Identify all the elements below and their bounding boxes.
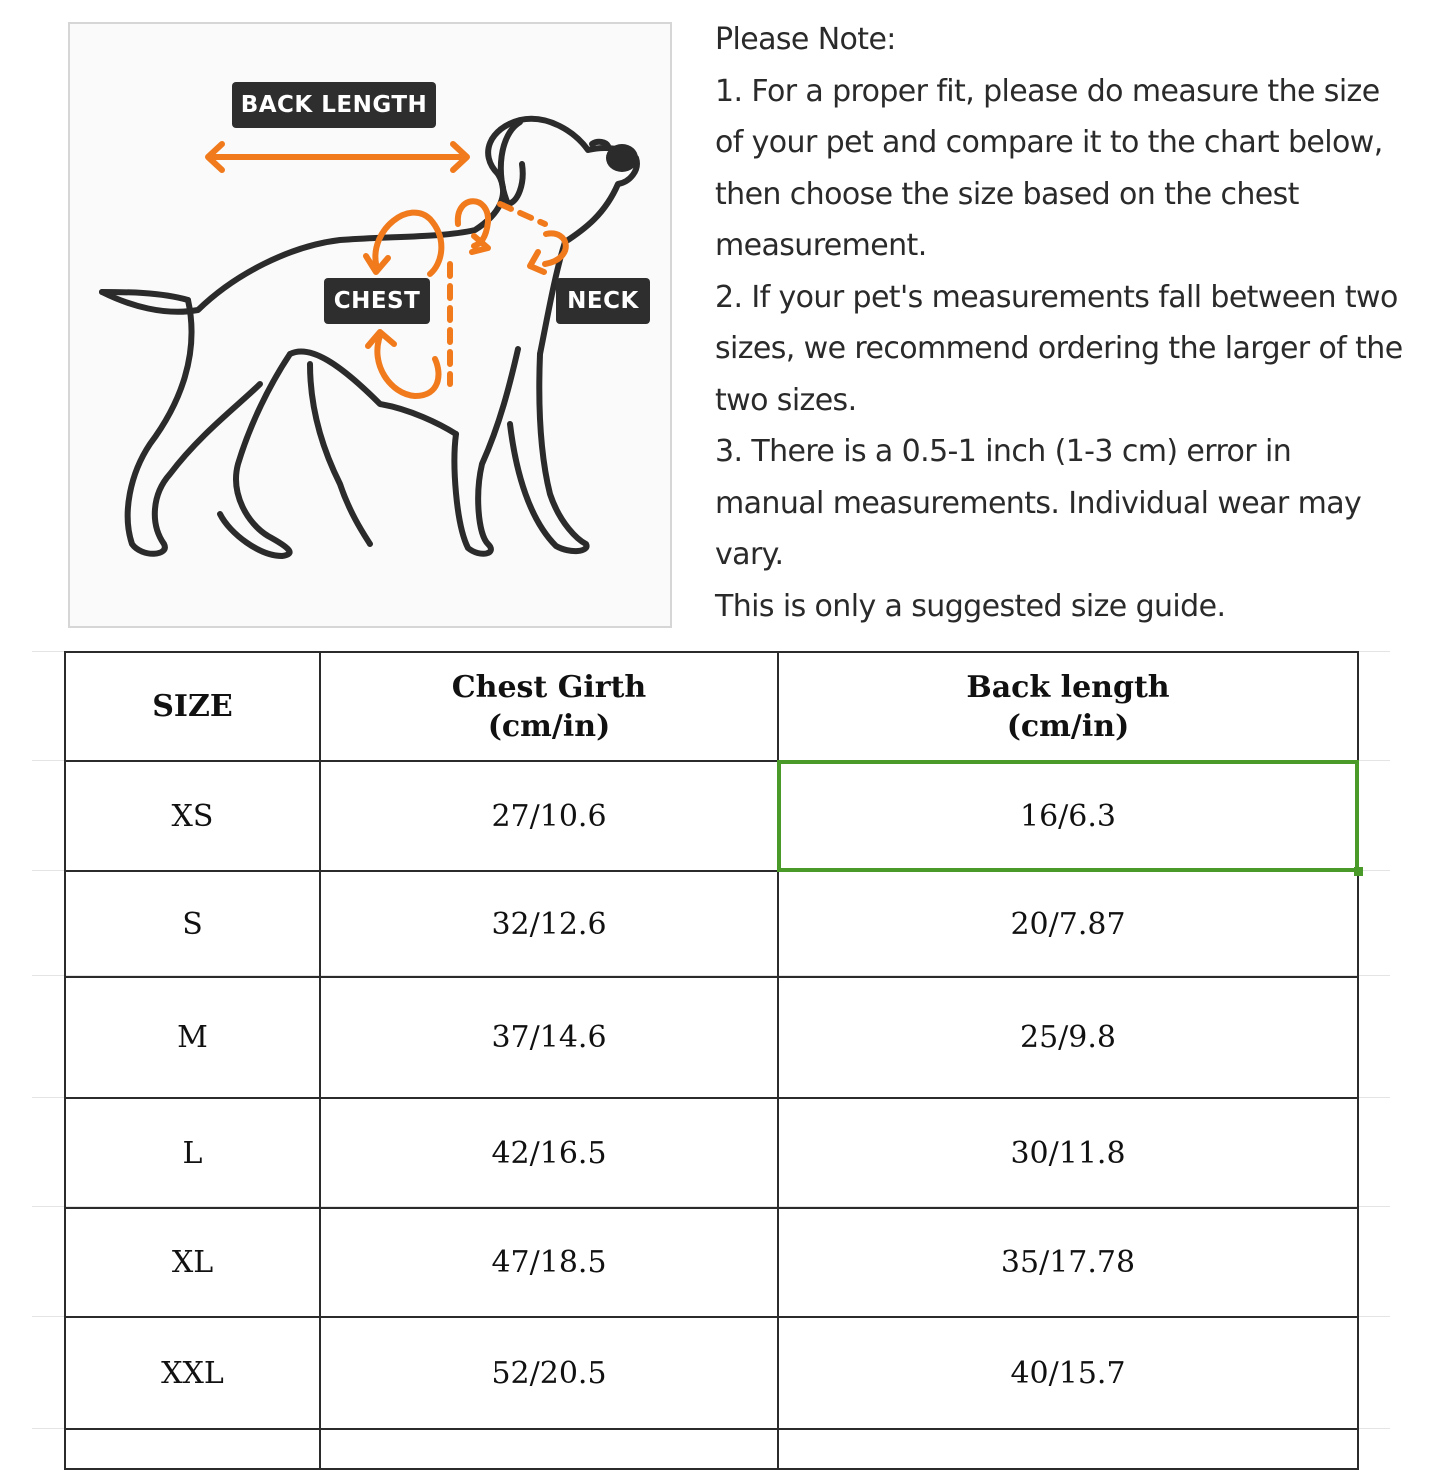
size-cell[interactable]: XXL (65, 1317, 320, 1429)
note-item-2: 2. If your pet's measurements fall between two sizes, we recommend ordering the larger of the two sizes. (715, 279, 1403, 418)
size-cell[interactable]: S (65, 871, 320, 977)
header-back-length[interactable] (778, 652, 1358, 761)
header-back-unit: (cm/in) (1006, 708, 1130, 744)
dog-silhouette (102, 119, 637, 556)
note-item-1: 1. For a proper fit, please do measure the size of your pet and compare it to the chart below, then choose the size based on the chest measurement. (715, 73, 1383, 263)
chest-cell[interactable]: 52/20.5 (320, 1317, 778, 1429)
size-cell[interactable]: M (65, 977, 320, 1098)
chest-tag: CHEST (324, 278, 430, 324)
note-item-3: 3. There is a 0.5-1 inch (1-3 cm) error in manual measurements. Individual wear may vary. (715, 434, 1362, 572)
table-row (65, 761, 1358, 871)
header-chest-girth[interactable] (320, 652, 778, 761)
chest-cell[interactable]: 47/18.5 (320, 1208, 778, 1317)
table-row (65, 871, 1358, 977)
header-back-label: Back length (966, 669, 1170, 705)
size-note (715, 14, 1405, 632)
note-footer: This is only a suggested size guide. (715, 588, 1226, 624)
back-cell[interactable]: 20/7.87 (778, 871, 1358, 977)
chest-cell[interactable]: 37/14.6 (320, 977, 778, 1098)
table-header-row (65, 652, 1358, 761)
size-cell[interactable]: XL (65, 1208, 320, 1317)
table-row (65, 1208, 1358, 1317)
chest-cell[interactable]: 32/12.6 (320, 871, 778, 977)
header-chest-unit: (cm/in) (487, 708, 611, 744)
chest-loop-bottom (377, 336, 438, 396)
note-heading: Please Note: (715, 22, 896, 57)
table-row (65, 1317, 1358, 1429)
header-size[interactable]: SIZE (65, 652, 320, 761)
table-row-partial (65, 1429, 1358, 1469)
size-cell[interactable]: L (65, 1098, 320, 1208)
empty-cell[interactable] (320, 1429, 778, 1469)
chest-cell[interactable]: 42/16.5 (320, 1098, 778, 1208)
neck-dashed-line (500, 204, 545, 224)
chest-cell[interactable]: 27/10.6 (320, 761, 778, 871)
back-cell[interactable]: 35/17.78 (778, 1208, 1358, 1317)
size-chart-table (64, 651, 1359, 1470)
back-cell-selected[interactable]: 16/6.3 (778, 761, 1358, 871)
size-cell[interactable]: XS (65, 761, 320, 871)
back-cell[interactable]: 30/11.8 (778, 1098, 1358, 1208)
back-cell[interactable]: 40/15.7 (778, 1317, 1358, 1429)
empty-cell[interactable] (778, 1429, 1358, 1469)
measurement-arrows (208, 144, 566, 396)
back-length-tag: BACK LENGTH (232, 82, 436, 128)
back-cell[interactable]: 25/9.8 (778, 977, 1358, 1098)
table-row (65, 977, 1358, 1098)
header-chest-label: Chest Girth (451, 669, 647, 705)
table-row (65, 1098, 1358, 1208)
dog-nose (606, 144, 638, 172)
dog-measurement-diagram (68, 22, 672, 628)
neck-tag: NECK (556, 278, 650, 324)
empty-cell[interactable] (65, 1429, 320, 1469)
neck-arrow-head-right (530, 252, 544, 272)
